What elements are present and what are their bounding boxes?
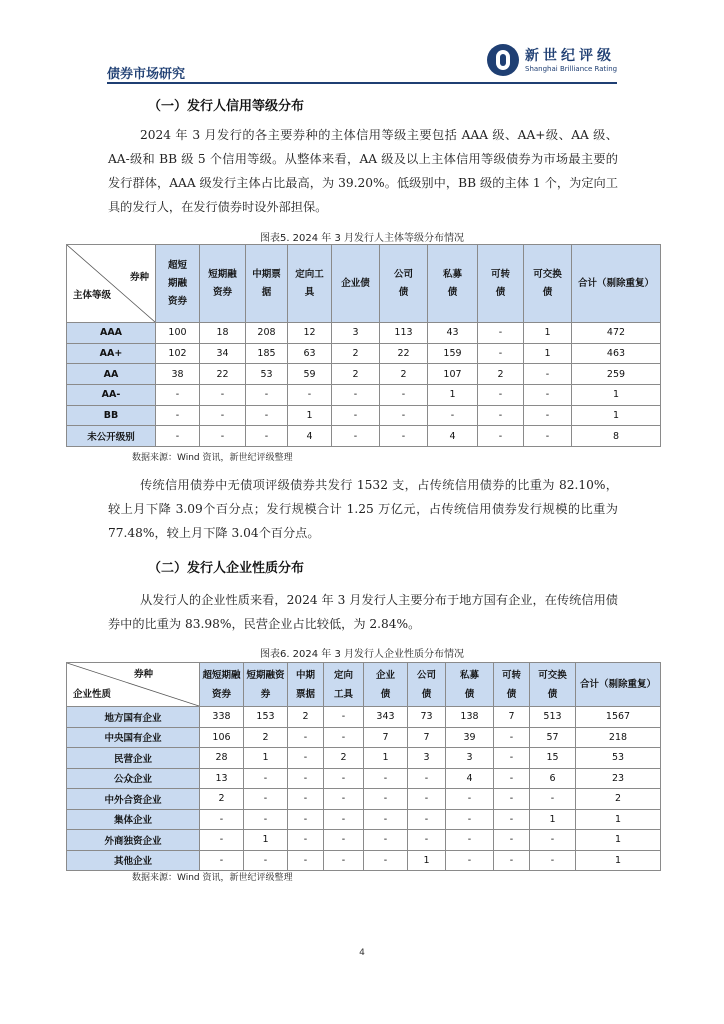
table-row — [67, 809, 661, 830]
table-cell: - — [288, 830, 324, 851]
table-cell: 1 — [364, 748, 408, 769]
table-cell: 53 — [576, 748, 661, 769]
column-header: 私募债 — [428, 245, 478, 323]
column-header: 合计（剔除重复） — [572, 245, 661, 323]
table-cell: - — [244, 789, 288, 810]
table-cell: - — [494, 850, 530, 871]
table-cell: 1 — [572, 385, 661, 406]
table-cell: 4 — [288, 426, 332, 447]
table-cell: - — [324, 850, 364, 871]
table-cell: - — [494, 727, 530, 748]
column-header: 短期融资券 — [244, 663, 288, 707]
table-cell: 23 — [576, 768, 661, 789]
table-cell: - — [530, 789, 576, 810]
table-cell: - — [524, 385, 572, 406]
page-number: 4 — [359, 948, 365, 958]
table-cell: 1 — [576, 850, 661, 871]
table-cell: 102 — [156, 343, 200, 364]
table-cell: - — [288, 748, 324, 769]
column-header: 合计（剔除重复） — [576, 663, 661, 707]
table-cell: 138 — [446, 707, 494, 728]
table-cell: - — [244, 768, 288, 789]
table-cell: - — [478, 405, 524, 426]
table-cell: 2 — [288, 707, 324, 728]
table-cell: - — [478, 343, 524, 364]
table-row — [67, 789, 661, 810]
row-label: 中央国有企业 — [67, 727, 200, 748]
table-cell: - — [364, 768, 408, 789]
row-label: 外商独资企业 — [67, 830, 200, 851]
table-cell: - — [446, 850, 494, 871]
table-cell: 59 — [288, 364, 332, 385]
table-cell: - — [244, 850, 288, 871]
row-label: AA+ — [67, 343, 156, 364]
table-cell: 106 — [200, 727, 244, 748]
table-issuer-enterprise-nature — [66, 662, 661, 871]
table-cell: - — [530, 830, 576, 851]
table-cell: - — [200, 809, 244, 830]
table-cell: 1 — [428, 385, 478, 406]
table-row — [67, 385, 661, 406]
table-cell: 7 — [408, 727, 446, 748]
table-cell: - — [200, 850, 244, 871]
table-row — [67, 748, 661, 769]
table-cell: - — [530, 850, 576, 871]
table-cell: - — [446, 809, 494, 830]
table-row — [67, 426, 661, 447]
table-cell: 208 — [246, 323, 288, 344]
table-cell: 1567 — [576, 707, 661, 728]
logo-chinese-name: 新世纪评级 — [525, 48, 615, 64]
table-cell: - — [246, 426, 288, 447]
column-header: 定向工具 — [324, 663, 364, 707]
row-label: 其他企业 — [67, 850, 200, 871]
table-row — [67, 707, 661, 728]
table-row — [67, 343, 661, 364]
table-cell: - — [494, 748, 530, 769]
column-header: 可转债 — [478, 245, 524, 323]
table-cell: 1 — [572, 405, 661, 426]
table-row — [67, 323, 661, 344]
logo-emblem-icon — [487, 44, 519, 76]
table-cell: - — [364, 809, 408, 830]
row-label: 集体企业 — [67, 809, 200, 830]
column-header: 超短期融资券 — [156, 245, 200, 323]
table-cell: 1 — [576, 830, 661, 851]
column-header: 可交换债 — [524, 245, 572, 323]
table-cell: 218 — [576, 727, 661, 748]
table-cell: - — [478, 385, 524, 406]
table-row — [67, 727, 661, 748]
row-label: AAA — [67, 323, 156, 344]
table-cell: - — [524, 405, 572, 426]
table-cell: - — [288, 789, 324, 810]
column-header: 中期票据 — [288, 663, 324, 707]
column-header: 公司债 — [380, 245, 428, 323]
table-cell: - — [324, 830, 364, 851]
corner-top-label: 券种 — [133, 669, 153, 680]
row-label: 未公开级别 — [67, 426, 156, 447]
table-cell: 1 — [244, 830, 288, 851]
section-heading-credit-rating: （一）发行人信用等级分布 — [148, 99, 305, 114]
table-cell: 2 — [200, 789, 244, 810]
table-cell: - — [332, 385, 380, 406]
table-cell: 2 — [478, 364, 524, 385]
table-cell: 8 — [572, 426, 661, 447]
table-cell: - — [478, 323, 524, 344]
corner-bottom-label: 主体等级 — [73, 290, 112, 301]
table5-source-note: 数据来源：Wind 资讯，新世纪评级整理 — [132, 453, 293, 463]
table-cell: - — [324, 768, 364, 789]
table-cell: - — [380, 385, 428, 406]
row-label: BB — [67, 405, 156, 426]
table-cell: 513 — [530, 707, 576, 728]
table-cell: 22 — [380, 343, 428, 364]
row-label: 地方国有企业 — [67, 707, 200, 728]
table-cell: - — [324, 707, 364, 728]
corner-top-label: 券种 — [129, 272, 149, 283]
table-cell: - — [200, 385, 246, 406]
table5-corner-header — [67, 245, 156, 323]
table-cell: 2 — [380, 364, 428, 385]
table-cell: - — [332, 405, 380, 426]
paragraph-enterprise-nature: 从发行人的企业性质来看，2024 年 3 月发行人主要分布于地方国有企业，在传统信用债券中的比重为 83.98%，民营企业占比较低，为 2.84%。 — [108, 593, 618, 631]
table-cell: - — [380, 405, 428, 426]
table-cell: - — [288, 809, 324, 830]
table-cell: - — [494, 789, 530, 810]
table-cell: 18 — [200, 323, 246, 344]
table-cell: - — [200, 426, 246, 447]
table-cell: 73 — [408, 707, 446, 728]
logo-english-name: Shanghai Brilliance Rating — [525, 65, 618, 73]
table-cell: 107 — [428, 364, 478, 385]
table-cell: 7 — [494, 707, 530, 728]
table-issuer-rating-distribution — [66, 244, 661, 447]
table-cell: - — [246, 385, 288, 406]
table-cell: 3 — [446, 748, 494, 769]
table-cell: - — [494, 768, 530, 789]
table-cell: 43 — [428, 323, 478, 344]
table-cell: - — [478, 426, 524, 447]
table-cell: - — [324, 789, 364, 810]
column-header: 可交换债 — [530, 663, 576, 707]
table-cell: - — [288, 850, 324, 871]
table-cell: 38 — [156, 364, 200, 385]
table-cell: - — [324, 809, 364, 830]
table-cell: - — [524, 364, 572, 385]
table-cell: 12 — [288, 323, 332, 344]
table-cell: - — [524, 426, 572, 447]
table-cell: - — [332, 426, 380, 447]
table-cell: 57 — [530, 727, 576, 748]
column-header: 私募债 — [446, 663, 494, 707]
table-cell: - — [364, 789, 408, 810]
header-divider — [107, 82, 617, 84]
table-cell: 113 — [380, 323, 428, 344]
table-cell: - — [324, 727, 364, 748]
table-cell: - — [156, 405, 200, 426]
table-row — [67, 830, 661, 851]
table-cell: 472 — [572, 323, 661, 344]
column-header: 定向工具 — [288, 245, 332, 323]
column-header: 公司债 — [408, 663, 446, 707]
paragraph-unrated-bonds: 传统信用债券中无债项评级债券共发行 1532 支，占传统信用债券的比重为 82.10%，较上月下降 3.09个百分点；发行规模合计 1.25 万亿元，占传统信用债券发行规模的比重为 77.48%，较上月下降 3.04个百分点。 — [108, 478, 618, 540]
table-cell: - — [200, 830, 244, 851]
column-header: 超短期融资券 — [200, 663, 244, 707]
table-cell: - — [156, 385, 200, 406]
row-label: 中外合资企业 — [67, 789, 200, 810]
table-row — [67, 768, 661, 789]
table-cell: 53 — [246, 364, 288, 385]
row-label: AA — [67, 364, 156, 385]
table-cell: 2 — [332, 343, 380, 364]
table-cell: - — [408, 809, 446, 830]
table-cell: 4 — [446, 768, 494, 789]
table-row — [67, 850, 661, 871]
table-cell: 1 — [244, 748, 288, 769]
table6-source-note: 数据来源：Wind 资讯，新世纪评级整理 — [132, 873, 293, 883]
table-cell: 3 — [332, 323, 380, 344]
table-cell: - — [380, 426, 428, 447]
report-series-title: 债券市场研究 — [107, 67, 186, 82]
table-cell: 15 — [530, 748, 576, 769]
table-cell: 39 — [446, 727, 494, 748]
table6-caption: 图表6. 2024 年 3 月发行人企业性质分布情况 — [259, 649, 465, 660]
table-cell: 63 — [288, 343, 332, 364]
table-cell: 1 — [576, 809, 661, 830]
table-cell: 6 — [530, 768, 576, 789]
table-cell: - — [408, 830, 446, 851]
table-cell: 1 — [524, 323, 572, 344]
table-cell: - — [408, 789, 446, 810]
table-cell: - — [494, 830, 530, 851]
table-cell: 338 — [200, 707, 244, 728]
table-cell: 185 — [246, 343, 288, 364]
table-cell: 153 — [244, 707, 288, 728]
table-cell: 259 — [572, 364, 661, 385]
table-cell: - — [364, 850, 408, 871]
row-label: 民营企业 — [67, 748, 200, 769]
table-cell: 1 — [530, 809, 576, 830]
table-cell: 343 — [364, 707, 408, 728]
row-label: 公众企业 — [67, 768, 200, 789]
table-cell: 2 — [332, 364, 380, 385]
column-header: 可转债 — [494, 663, 530, 707]
table-cell: - — [494, 809, 530, 830]
table-cell: 463 — [572, 343, 661, 364]
table-cell: 34 — [200, 343, 246, 364]
table-cell: 2 — [244, 727, 288, 748]
brand-logo — [487, 44, 617, 78]
table6-corner-header — [67, 663, 200, 707]
table-cell: 2 — [576, 789, 661, 810]
table-cell: - — [246, 405, 288, 426]
table-cell: - — [364, 830, 408, 851]
row-label: AA- — [67, 385, 156, 406]
table-cell: 4 — [428, 426, 478, 447]
table-cell: 13 — [200, 768, 244, 789]
table-cell: - — [244, 809, 288, 830]
table-cell: - — [288, 727, 324, 748]
table-cell: 22 — [200, 364, 246, 385]
table-cell: 159 — [428, 343, 478, 364]
table-cell: - — [408, 768, 446, 789]
section-heading-enterprise-nature: （二）发行人企业性质分布 — [148, 561, 305, 576]
table-cell: - — [428, 405, 478, 426]
column-header: 短期融资券 — [200, 245, 246, 323]
table-cell: - — [446, 789, 494, 810]
table-cell: 100 — [156, 323, 200, 344]
table-row — [67, 364, 661, 385]
table-cell: - — [288, 385, 332, 406]
table-cell: - — [288, 768, 324, 789]
table-cell: - — [446, 830, 494, 851]
table-cell: 3 — [408, 748, 446, 769]
column-header: 企业债 — [332, 245, 380, 323]
column-header: 中期票据 — [246, 245, 288, 323]
table-cell: 28 — [200, 748, 244, 769]
paragraph-credit-rating: 2024 年 3 月发行的各主要券种的主体信用等级主要包括 AAA 级、AA+级、AA 级、AA-级和 BB 级 5 个信用等级。从整体来看，AA 级及以上主体信用等级债券为市场最主要的发行群体，AAA 级发行主体占比最高，为 39.20%。低级别中，BB 级的主体 1 个，为定向工具的发行人，在发行债券时设外部担保。 — [108, 128, 618, 214]
table-cell: 7 — [364, 727, 408, 748]
table-cell: 1 — [524, 343, 572, 364]
table-cell: - — [156, 426, 200, 447]
table-cell: 2 — [324, 748, 364, 769]
table-cell: 1 — [288, 405, 332, 426]
table-cell: - — [200, 405, 246, 426]
column-header: 企业债 — [364, 663, 408, 707]
table-cell: 1 — [408, 850, 446, 871]
table-row — [67, 405, 661, 426]
corner-bottom-label: 企业性质 — [73, 689, 112, 700]
table5-caption: 图表5. 2024 年 3 月发行人主体等级分布情况 — [259, 233, 465, 244]
